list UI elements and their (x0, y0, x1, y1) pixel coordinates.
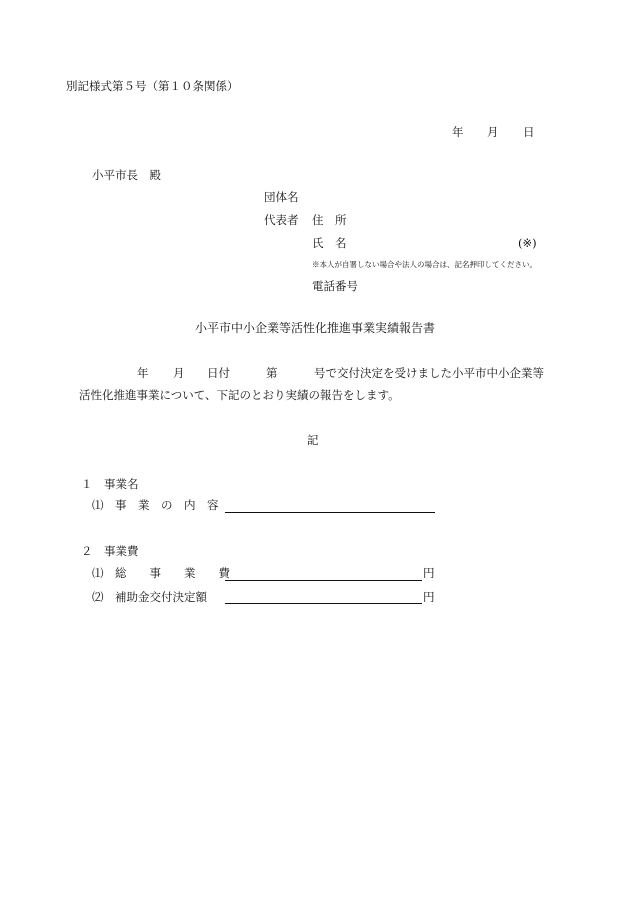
org-name-label: 団体名 (264, 190, 299, 204)
grant-amount-line (225, 603, 422, 604)
total-cost-label: ⑴ 総 事 業 費 (92, 566, 230, 580)
phone-label: 電話番号 (312, 279, 358, 293)
date-month-label: 月 (487, 125, 499, 139)
body-month: 月 (173, 366, 185, 380)
grant-amount-label: ⑵ 補助金交付決定額 (92, 590, 207, 604)
body-year: 年 (137, 366, 149, 380)
date-year-label: 年 (452, 125, 464, 139)
seal-note: ※本人が自署しない場合や法人の場合は、記名押印してください。 (312, 260, 537, 269)
body-date-suffix: 日付 (207, 366, 230, 380)
address-label: 住 所 (312, 213, 347, 227)
representative-label: 代表者 (264, 213, 299, 227)
section1-heading: １ 事業名 (81, 477, 139, 491)
date-day-label: 日 (523, 125, 535, 139)
project-content-line (225, 512, 435, 513)
total-cost-line (225, 580, 422, 581)
form-number: 別記様式第５号（第１０条関係） (66, 79, 239, 93)
addressee: 小平市長 殿 (92, 168, 161, 182)
name-label: 氏 名 (312, 236, 347, 250)
grant-amount-unit: 円 (423, 590, 435, 604)
project-content-label: ⑴ 事 業 の 内 容 (92, 498, 219, 512)
body-number-prefix: 第 (266, 366, 278, 380)
document-title: 小平市中小企業等活性化推進事業実績報告書 (195, 321, 436, 335)
section2-heading: ２ 事業費 (81, 544, 139, 558)
body-line2: 活性化推進事業について、下記のとおり実績の報告をします。 (79, 388, 400, 402)
seal-mark: (※) (518, 236, 537, 250)
body-line1-rest: 号で交付決定を受けました小平市中小企業等 (314, 366, 544, 380)
total-cost-unit: 円 (423, 566, 435, 580)
ki-heading: 記 (307, 433, 319, 447)
